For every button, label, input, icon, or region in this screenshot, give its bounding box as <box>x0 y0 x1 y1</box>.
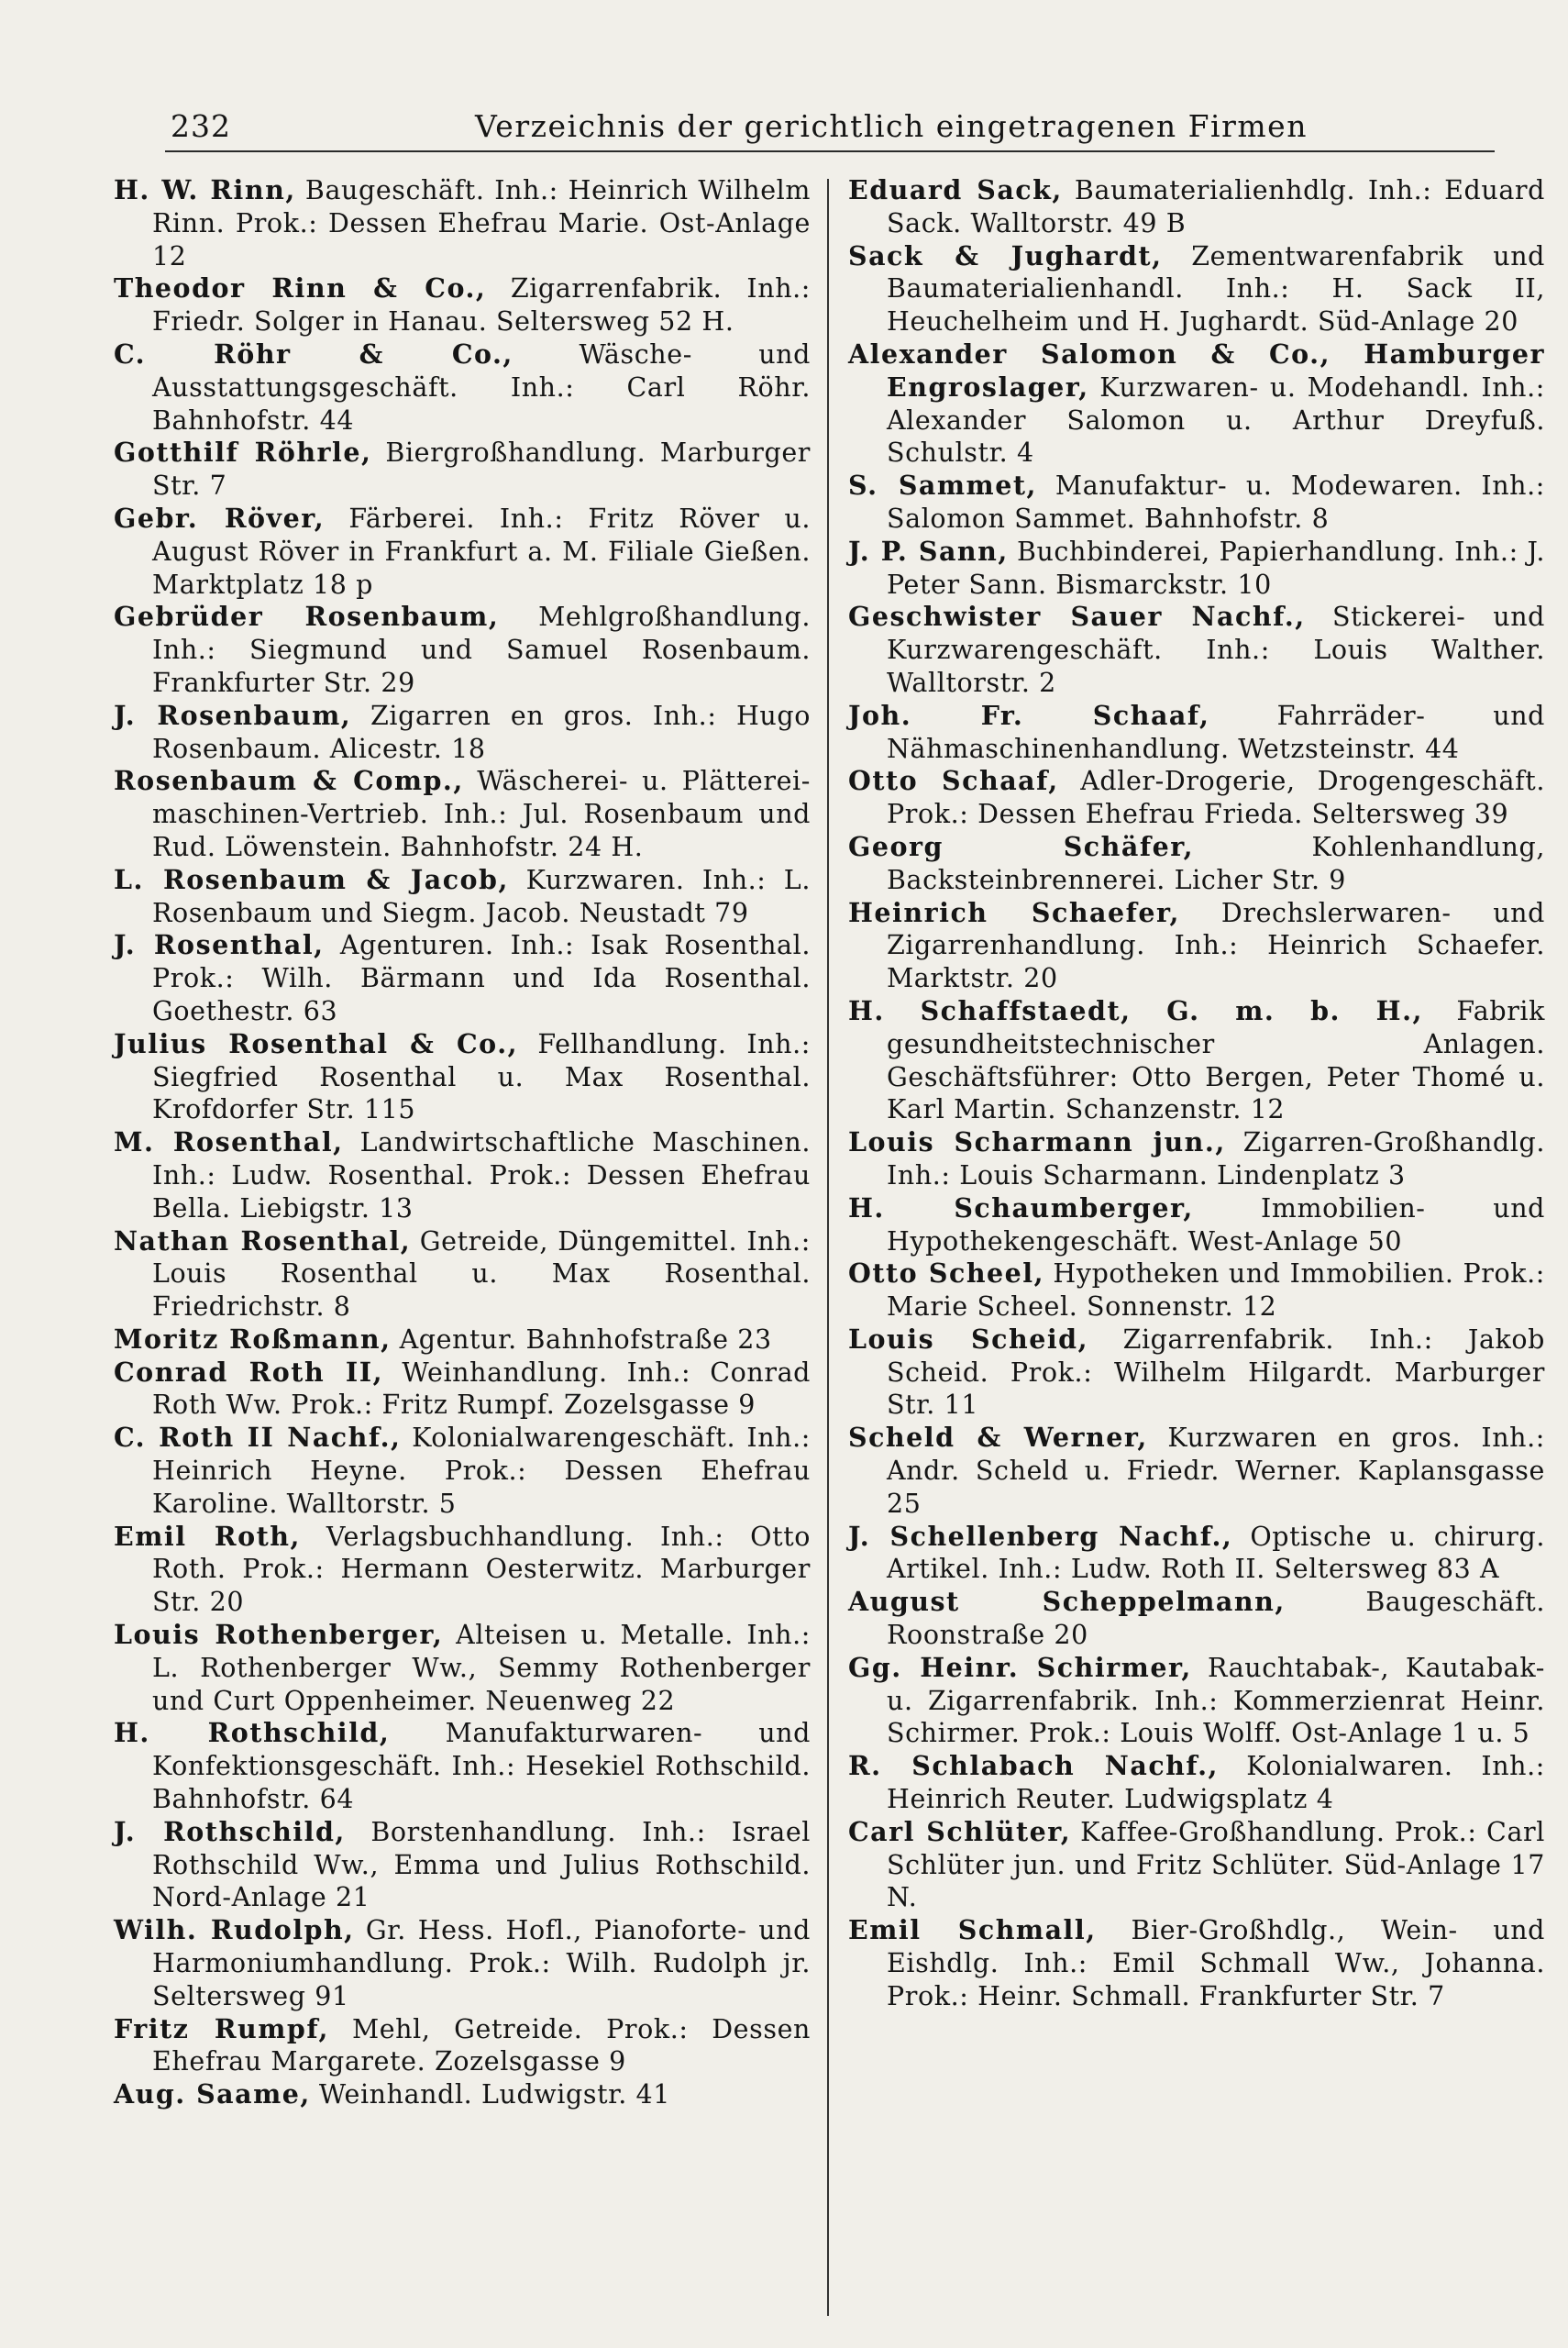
directory-entry <box>848 700 1545 766</box>
entry-firm-name: Gg. Heinr. Schirmer, <box>848 1651 1192 1683</box>
directory-entry <box>848 1324 1545 1422</box>
entry-firm-name: Julius Rosenthal & Co., <box>114 1027 519 1059</box>
directory-entry <box>848 831 1545 897</box>
entry-firm-name: J. Rosenbaum, <box>114 699 352 731</box>
directory-entry <box>114 1225 811 1324</box>
directory-entry <box>848 174 1545 240</box>
entry-details: Kurzwaren en gros. Inh.: Andr. Scheld u. Friedr. Werner. Kaplansgasse 25 <box>887 1423 1546 1519</box>
entry-firm-name: L. Rosenbaum & Jacob, <box>114 863 509 895</box>
directory-entry <box>114 1914 811 2012</box>
entry-details: Kurzwaren. Inh.: L. Rosenbaum und Siegm. Jacob. Neustadt 79 <box>152 864 811 928</box>
directory-entry <box>848 897 1545 995</box>
header-rule <box>165 150 1495 152</box>
entry-firm-name: Geschwister Sauer Nachf., <box>848 601 1306 633</box>
entry-firm-name: Fritz Rumpf, <box>114 2012 329 2044</box>
entry-details: Rauchtabak-, Kautabak- u. Zigarrenfabrik. Inh.: Kommerzienrat Heinr. Schirmer. Prok.: Louis Wolff. Ost-Anlage 1 u. 5 <box>887 1652 1545 1749</box>
entry-firm-name: Alexander Salomon & Co., Hamburger Engroslager, <box>848 338 1545 403</box>
entry-details: Mehlgroßhandlung. Inh.: Siegmund und Samuel Rosenbaum. Frankfurter Str. 29 <box>152 602 811 698</box>
entry-details: Fahrräder- und Nähmaschinenhandlung. Wetzsteinstr. 44 <box>887 700 1545 764</box>
directory-entry <box>848 1257 1545 1324</box>
entry-details: Getreide, Düngemittel. Inh.: Louis Rosenthal u. Max Rosenthal. Friedrichstr. 8 <box>152 1225 811 1323</box>
entry-details: Kaffee-Großhandlung. Prok.: Carl Schlüter jun. und Fritz Schlüter. Süd-Anlage 17 N. <box>887 1816 1545 1913</box>
entry-details: Kolonialwaren. Inh.: Heinrich Reuter. Ludwigsplatz 4 <box>887 1751 1545 1815</box>
directory-entry <box>114 1126 811 1224</box>
entry-details: Zementwarenfabrik und Baumaterialienhandl. Inh.: H. Sack II, Heuchelheim und H. Jughardt. Süd-Anlage 20 <box>887 240 1545 338</box>
entry-details: Weinhandlung. Inh.: Conrad Roth Ww. Prok.: Fritz Rumpf. Zozelsgasse 9 <box>152 1357 811 1421</box>
entry-details: Kolonialwarengeschäft. Inh.: Heinrich Heyne. Prok.: Dessen Ehefrau Karoline. Walltorstr. 5 <box>152 1423 811 1519</box>
directory-entry <box>114 1324 811 1357</box>
entry-firm-name: R. Schlabach Nachf., <box>848 1750 1219 1782</box>
directory-entry <box>114 1422 811 1520</box>
entry-details: Wäscherei- u. Plätterei-maschinen-Vertrieb. Inh.: Jul. Rosenbaum und Rud. Löwenstein. Bahnhofstr. 24 H. <box>152 766 811 862</box>
entry-firm-name: Moritz Roßmann, <box>114 1323 392 1355</box>
entry-details: Bier-Großhdlg., Wein- und Eishdlg. Inh.: Emil Schmall Ww., Johanna. Prok.: Heinr. Schmall. Frankfurter Str. 7 <box>887 1915 1545 2011</box>
directory-entry <box>114 700 811 766</box>
right-column <box>848 174 1545 2013</box>
entry-details: Adler-Drogerie, Drogengeschäft. Prok.: Dessen Ehefrau Frieda. Seltersweg 39 <box>887 766 1545 830</box>
running-title: Verzeichnis der gerichtlich eingetragenen Firmen <box>475 108 1308 144</box>
directory-entry <box>114 1521 811 1619</box>
entry-details: Manufaktur- u. Modewaren. Inh.: Salomon Sammet. Bahnhofstr. 8 <box>887 471 1545 534</box>
left-column <box>114 174 811 2111</box>
entry-firm-name: Otto Scheel, <box>848 1257 1045 1290</box>
entry-firm-name: Louis Rothenberger, <box>114 1619 444 1651</box>
entry-details: Kohlenhandlung, Backsteinbrennerei. Licher Str. 9 <box>887 831 1545 895</box>
directory-entry <box>848 995 1545 1126</box>
entry-firm-name: Scheld & Werner, <box>848 1422 1148 1454</box>
directory-entry <box>848 1586 1545 1652</box>
entry-details: Zigarrenfabrik. Inh.: Jakob Scheid. Prok.: Wilhelm Hilgardt. Marburger Str. 11 <box>887 1324 1546 1421</box>
directory-entry <box>114 1717 811 1815</box>
directory-entry <box>114 1619 811 1717</box>
entry-firm-name: Emil Roth, <box>114 1520 301 1552</box>
page-header <box>171 108 1491 154</box>
page-number: 232 <box>171 108 231 144</box>
directory-entry <box>114 1028 811 1126</box>
entry-details: Stickerei- und Kurzwarengeschäft. Inh.: Louis Walther. Walltorstr. 2 <box>887 602 1545 698</box>
directory-entry <box>848 1652 1545 1750</box>
directory-entry <box>114 338 811 437</box>
entry-firm-name: J. Rosenthal, <box>114 929 325 961</box>
entry-details: Alteisen u. Metalle. Inh.: L. Rothenberger Ww., Semmy Rothenberger und Curt Oppenheimer. Neuenweg 22 <box>152 1620 811 1716</box>
entry-firm-name: Joh. Fr. Schaaf, <box>848 699 1210 731</box>
entry-details: Färberei. Inh.: Fritz Röver u. August Röver in Frankfurt a. M. Filiale Gießen. Marktplatz 18 p <box>152 503 811 600</box>
entry-details: Manufakturwaren- und Konfektionsgeschäft. Inh.: Hesekiel Rothschild. Bahnhofstr. 64 <box>152 1718 811 1815</box>
directory-entry <box>848 1422 1545 1520</box>
directory-entry <box>114 2078 811 2111</box>
entry-details: Kurzwaren- u. Modehandl. Inh.: Alexander Salomon u. Arthur Dreyfuß. Schulstr. 4 <box>887 371 1545 469</box>
entry-details: Gr. Hess. Hofl., Pianoforte- und Harmoniumhandlung. Prok.: Wilh. Rudolph jr. Seltersweg 91 <box>152 1915 811 2011</box>
entry-details: Hypotheken und Immobilien. Prok.: Marie Scheel. Sonnenstr. 12 <box>887 1258 1545 1323</box>
entry-firm-name: S. Sammet, <box>848 470 1037 502</box>
entry-firm-name: Heinrich Schaefer, <box>848 896 1180 928</box>
directory-entry <box>848 240 1545 338</box>
directory-entry <box>114 765 811 863</box>
directory-entry <box>848 338 1545 470</box>
directory-entry <box>114 174 811 272</box>
entry-details: Baugeschäft. Roonstraße 20 <box>887 1587 1545 1651</box>
entry-firm-name: Emil Schmall, <box>848 1914 1097 1946</box>
entry-firm-name: Rosenbaum & Comp., <box>114 765 464 797</box>
entry-details: Optische u. chirurg. Artikel. Inh.: Ludw. Roth II. Seltersweg 83 A <box>887 1521 1545 1585</box>
entry-firm-name: Otto Schaaf, <box>848 765 1059 797</box>
entry-details: Zigarrenfabrik. Inh.: Friedr. Solger in Hanau. Seltersweg 52 H. <box>152 273 812 338</box>
directory-entry <box>848 765 1545 831</box>
directory-entry <box>114 601 811 699</box>
entry-details: Borstenhandlung. Inh.: Israel Rothschild Ww., Emma und Julius Rothschild. Nord-Anlage 21 <box>152 1816 811 1913</box>
entry-firm-name: M. Rosenthal, <box>114 1126 344 1158</box>
entry-firm-name: C. Roth II Nachf., <box>114 1422 402 1454</box>
entry-firm-name: H. Schaffstaedt, G. m. b. H., <box>848 994 1423 1026</box>
entry-details: Agenturen. Inh.: Isak Rosenthal. Prok.: Wilh. Bärmann und Ida Rosenthal. Goethestr. 63 <box>152 930 812 1026</box>
entry-firm-name: Nathan Rosenthal, <box>114 1224 412 1257</box>
directory-entry <box>848 1816 1545 1914</box>
entry-firm-name: Aug. Saame, <box>114 2078 311 2110</box>
directory-entry <box>848 1750 1545 1816</box>
directory-entry <box>848 1521 1545 1587</box>
directory-entry <box>114 503 811 601</box>
entry-firm-name: H. Schaumberger, <box>848 1191 1194 1224</box>
entry-firm-name: H. Rothschild, <box>114 1717 391 1749</box>
entry-details: Weinhandl. Ludwigstr. 41 <box>318 2079 671 2110</box>
entry-details: Zigarren en gros. Inh.: Hugo Rosenbaum. Alicestr. 18 <box>152 700 811 764</box>
entry-details: Immobilien- und Hypothekengeschäft. West-Anlage 50 <box>887 1192 1545 1257</box>
entry-firm-name: C. Röhr & Co., <box>114 338 513 370</box>
directory-entry <box>114 272 811 338</box>
entry-firm-name: Georg Schäfer, <box>848 830 1195 862</box>
entry-firm-name: J. Rothschild, <box>114 1815 346 1847</box>
entry-details: Fellhandlung. Inh.: Siegfried Rosenthal u. Max Rosenthal. Krofdorfer Str. 115 <box>152 1028 811 1125</box>
entry-firm-name: Gebr. Röver, <box>114 502 326 534</box>
entry-firm-name: Gotthilf Röhrle, <box>114 437 372 469</box>
directory-entry <box>114 2013 811 2079</box>
entry-details: Biergroßhandlung. Marburger Str. 7 <box>152 437 812 502</box>
directory-entry <box>848 536 1545 602</box>
entry-details: Wäsche- und Ausstattungsgeschäft. Inh.: Carl Röhr. Bahnhofstr. 44 <box>152 338 811 436</box>
directory-entry <box>114 929 811 1027</box>
column-divider <box>827 179 829 2316</box>
entry-firm-name: Sack & Jughardt, <box>848 239 1163 271</box>
entry-firm-name: Gebrüder Rosenbaum, <box>114 601 500 633</box>
directory-entry <box>848 1914 1545 2012</box>
entry-details: Fabrik gesundheitstechnischer Anlagen. Geschäftsführer: Otto Bergen, Peter Thomé u. Karl Martin. Schanzenstr. 12 <box>887 995 1545 1125</box>
directory-entry <box>114 1357 811 1423</box>
entry-firm-name: Conrad Roth II, <box>114 1356 384 1388</box>
entry-firm-name: J. P. Sann, <box>848 535 1009 567</box>
entry-details: Buchbinderei, Papierhandlung. Inh.: J. Peter Sann. Bismarckstr. 10 <box>887 536 1546 600</box>
entry-details: Agentur. Bahnhofstraße 23 <box>399 1324 772 1355</box>
directory-entry <box>848 1192 1545 1258</box>
entry-details: Baugeschäft. Inh.: Heinrich Wilhelm Rinn. Prok.: Dessen Ehefrau Marie. Ost-Anlage 12 <box>152 175 812 271</box>
directory-entry <box>848 1126 1545 1192</box>
directory-entry <box>114 1816 811 1914</box>
entry-firm-name: Eduard Sack, <box>848 174 1063 205</box>
entry-firm-name: Louis Scheid, <box>848 1323 1089 1355</box>
directory-entry <box>848 601 1545 699</box>
entry-details: Landwirtschaftliche Maschinen. Inh.: Ludw. Rosenthal. Prok.: Dessen Ehefrau Bella. Liebigstr. 13 <box>152 1127 811 1224</box>
entry-details: Drechslerwaren- und Zigarrenhandlung. Inh.: Heinrich Schaefer. Marktstr. 20 <box>887 897 1545 994</box>
entry-details: Verlagsbuchhandlung. Inh.: Otto Roth. Prok.: Hermann Oesterwitz. Marburger Str. 20 <box>152 1521 812 1618</box>
entry-details: Zigarren-Großhandlg. Inh.: Louis Scharmann. Lindenplatz 3 <box>887 1127 1545 1191</box>
entry-firm-name: J. Schellenberg Nachf., <box>848 1520 1233 1552</box>
entry-firm-name: Theodor Rinn & Co., <box>114 272 487 305</box>
directory-entry <box>114 864 811 930</box>
entry-firm-name: H. W. Rinn, <box>114 174 296 205</box>
entry-details: Mehl, Getreide. Prok.: Dessen Ehefrau Margarete. Zozelsgasse 9 <box>152 2013 811 2077</box>
directory-entry <box>114 437 811 503</box>
entry-firm-name: Louis Scharmann jun., <box>848 1126 1226 1158</box>
directory-entry <box>848 470 1545 536</box>
entry-firm-name: Wilh. Rudolph, <box>114 1914 355 1946</box>
entry-firm-name: August Scheppelmann, <box>848 1586 1286 1618</box>
entry-details: Baumaterialienhdlg. Inh.: Eduard Sack. Walltorstr. 49 B <box>887 175 1545 238</box>
entry-firm-name: Carl Schlüter, <box>848 1815 1072 1847</box>
